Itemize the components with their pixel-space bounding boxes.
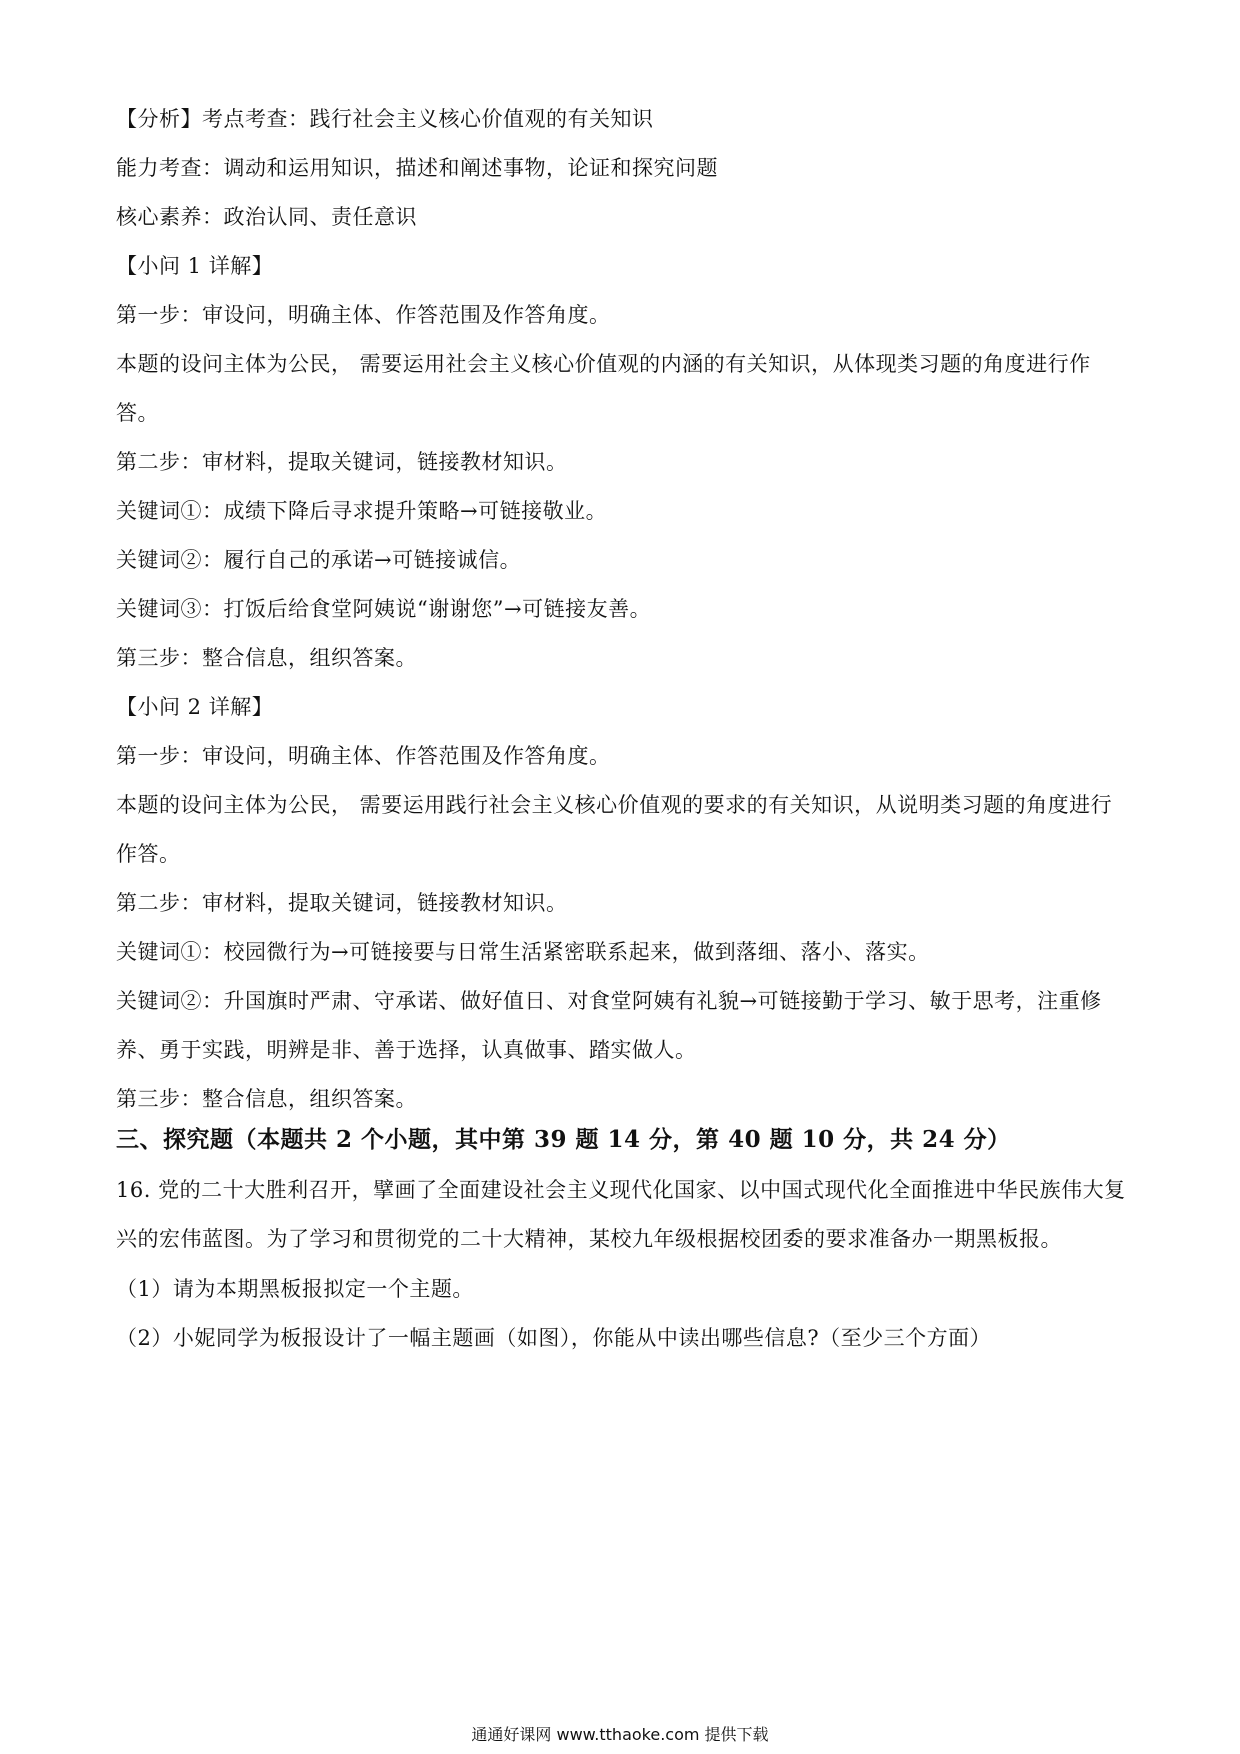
question-16-sub-1: （1）请为本期黑板报拟定一个主题。: [116, 1277, 474, 1301]
q2-step2: 第二步：审材料，提取关键词，链接教材知识。: [116, 891, 568, 915]
analysis-line-3: 核心素养：政治认同、责任意识: [116, 205, 417, 229]
analysis-line-1: 【分析】考点考查：践行社会主义核心价值观的有关知识: [116, 107, 654, 131]
question-16: 16. 党的二十大胜利召开，擘画了全面建设社会主义现代化国家、以中国式现代化全面推进中华民族伟大复兴的宏伟蓝图。为了学习和贯彻党的二十大精神，某校九年级根据校团委的要求准备办一期黑板报。: [116, 1178, 1126, 1251]
question-16-sub-2: （2）小妮同学为板报设计了一幅主题画（如图），你能从中读出哪些信息?（至少三个方面）: [116, 1326, 992, 1350]
q2-step1: 第一步：审设问，明确主体、作答范围及作答角度。: [116, 744, 611, 768]
q2-keyword-2: 关键词②：升国旗时严肃、守承诺、做好值日、对食堂阿姨有礼貌→可链接勤于学习、敏于思考，注重修养、勇于实践，明辨是非、善于选择，认真做事、踏实做人。: [116, 989, 1102, 1062]
q1-keyword-1: 关键词①：成绩下降后寻求提升策略→可链接敬业。: [116, 499, 608, 523]
q2-paragraph: 本题的设问主体为公民， 需要运用践行社会主义核心价值观的要求的有关知识，从说明类习题的角度进行作答。: [116, 793, 1113, 866]
footer-source: 通通好课网 www.tthaoke.com 提供下载: [471, 1725, 769, 1744]
q1-keyword-2: 关键词②：履行自己的承诺→可链接诚信。: [116, 548, 522, 572]
q1-step1: 第一步：审设问，明确主体、作答范围及作答角度。: [116, 303, 611, 327]
section-3-heading: 三、探究题（本题共 2 个小题，其中第 39 题 14 分，第 40 题 10 分，共 24 分）: [116, 1126, 1011, 1153]
q1-step3: 第三步：整合信息，组织答案。: [116, 646, 417, 670]
q1-keyword-3: 关键词③：打饭后给食堂阿姨说“谢谢您”→可链接友善。: [116, 597, 652, 621]
q2-step3: 第三步：整合信息，组织答案。: [116, 1087, 417, 1111]
q1-step2: 第二步：审材料，提取关键词，链接教材知识。: [116, 450, 568, 474]
q2-keyword-1: 关键词①：校园微行为→可链接要与日常生活紧密联系起来，做到落细、落小、落实。: [116, 940, 930, 964]
q1-title: 【小问 1 详解】: [116, 254, 274, 278]
q1-paragraph: 本题的设问主体为公民， 需要运用社会主义核心价值观的内涵的有关知识，从体现类习题的角度进行作答。: [116, 352, 1091, 425]
q2-title: 【小问 2 详解】: [116, 695, 274, 719]
analysis-line-2: 能力考查：调动和运用知识，描述和阐述事物，论证和探究问题: [116, 156, 718, 180]
